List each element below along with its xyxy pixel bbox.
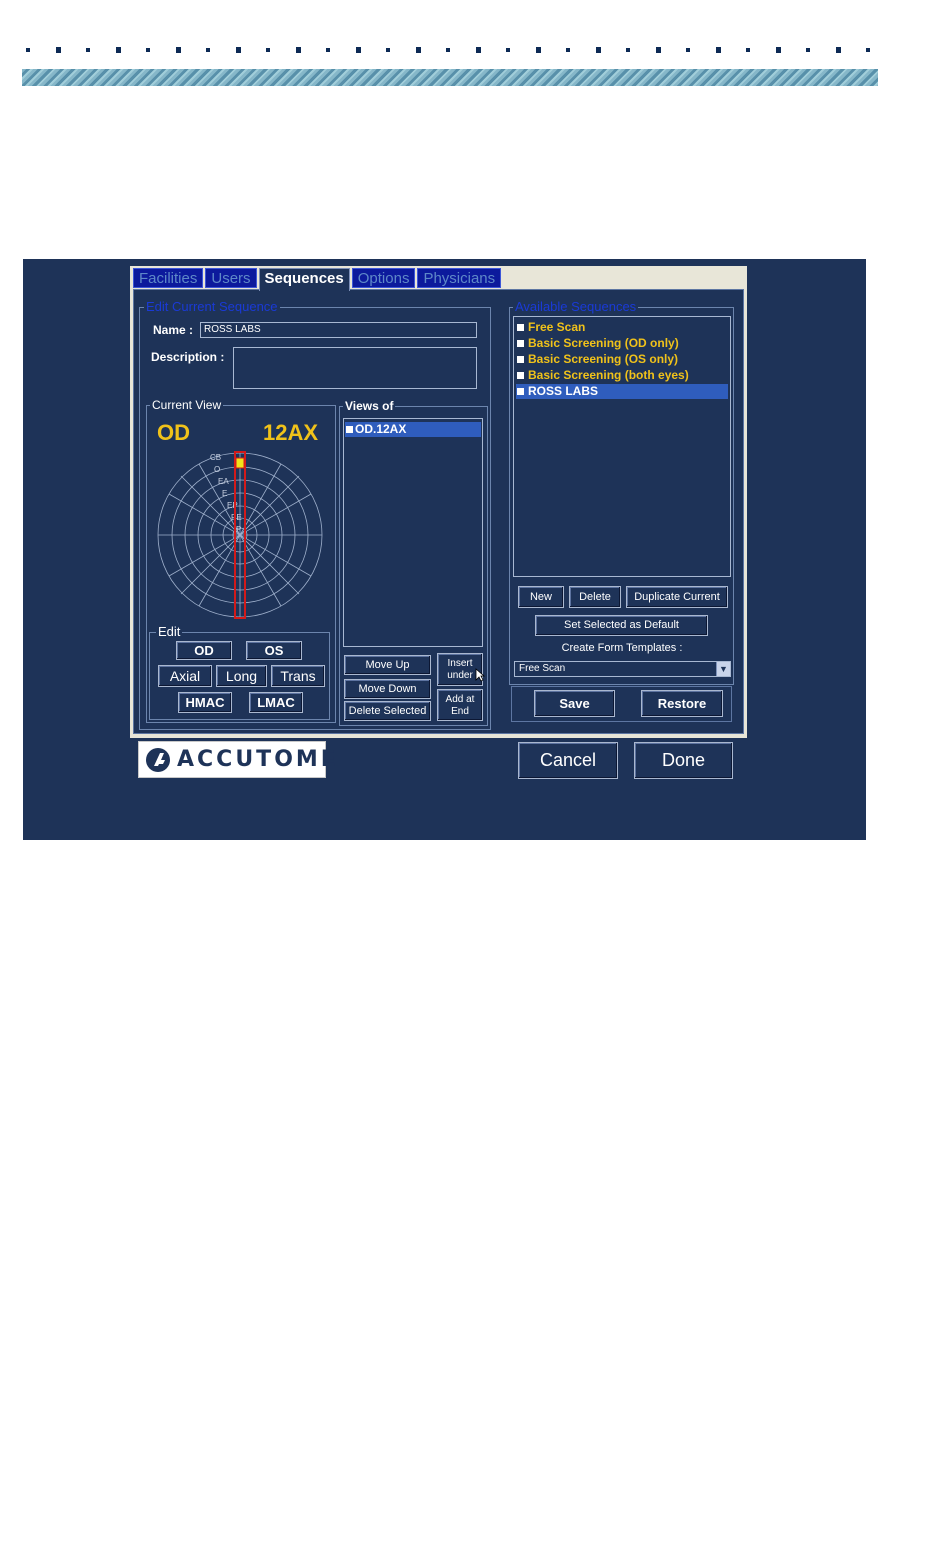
list-item[interactable]: Basic Screening (both eyes) (516, 368, 728, 383)
bullet-icon (517, 356, 524, 363)
create-templates-label: Create Form Templates : (561, 642, 683, 654)
available-sequences-legend: Available Sequences (515, 299, 637, 314)
lmac-button[interactable]: LMAC (249, 692, 303, 713)
template-select[interactable] (514, 661, 731, 677)
ring-label-cb: CB (210, 453, 222, 462)
description-label: Description : (151, 350, 225, 364)
list-item[interactable]: Basic Screening (OD only) (516, 336, 728, 351)
hmac-button[interactable]: HMAC (178, 692, 232, 713)
accutome-logo (138, 741, 339, 778)
tab-physicians[interactable]: Physicians (417, 268, 501, 288)
dotted-rule (22, 46, 878, 56)
move-down-button[interactable]: Move Down (344, 679, 431, 699)
ring-label-ep: EP (227, 501, 238, 510)
od-button[interactable]: OD (176, 641, 232, 660)
edit-sequence-legend: Edit Current Sequence (146, 299, 278, 314)
insert-under-button[interactable]: Insert under (437, 653, 483, 686)
add-at-end-button[interactable]: Add at End (437, 689, 483, 721)
edit-buttons-legend: Edit (158, 624, 181, 639)
list-item[interactable]: Free Scan (516, 320, 728, 335)
current-view-legend: Current View (152, 398, 222, 412)
long-button[interactable]: Long (216, 665, 267, 687)
checkbox-icon[interactable] (346, 426, 353, 433)
probe-marker (236, 458, 244, 468)
move-up-button[interactable]: Move Up (344, 655, 431, 675)
list-item[interactable]: ROSS LABS (516, 384, 728, 399)
tab-bar (133, 268, 503, 290)
list-item[interactable]: Basic Screening (OS only) (516, 352, 728, 367)
views-list[interactable] (343, 418, 483, 647)
delete-button[interactable]: Delete (569, 586, 621, 608)
trans-button[interactable]: Trans (271, 665, 325, 687)
eye-diagram[interactable] (152, 448, 328, 624)
description-input[interactable] (233, 347, 477, 389)
os-button[interactable]: OS (246, 641, 302, 660)
tab-facilities[interactable]: Facilities (133, 268, 203, 288)
logo-text: ACCUTOME (177, 747, 339, 772)
template-select-value: Free Scan (519, 663, 566, 674)
delete-selected-button[interactable]: Delete Selected (344, 701, 431, 721)
cursor-icon (475, 668, 485, 682)
ring-label-ea: EA (218, 477, 229, 486)
views-legend: Views of (345, 399, 394, 413)
bullet-icon (517, 372, 524, 379)
new-button[interactable]: New (518, 586, 564, 608)
name-input[interactable]: ROSS LABS (200, 322, 477, 338)
bullet-icon (517, 340, 524, 347)
save-button[interactable]: Save (534, 690, 615, 717)
list-item[interactable]: OD.12AX (345, 422, 481, 437)
done-button[interactable]: Done (634, 742, 733, 779)
logo-mark-icon (145, 747, 173, 773)
header-texture-band (22, 69, 878, 86)
cancel-button[interactable]: Cancel (518, 742, 618, 779)
ring-label-p: P (236, 525, 242, 534)
name-label: Name : (153, 323, 194, 337)
ring-label-pe: PE (231, 513, 242, 522)
eye-label: OD (157, 420, 190, 445)
bullet-icon (517, 388, 524, 395)
ring-label-e: E (222, 489, 228, 498)
checkbox-icon[interactable] (517, 324, 524, 331)
tab-options[interactable]: Options (352, 268, 416, 288)
tab-sequences[interactable]: Sequences (259, 268, 350, 291)
clock-position-label: 12AX (263, 420, 319, 445)
duplicate-current-button[interactable]: Duplicate Current (626, 586, 728, 608)
restore-button[interactable]: Restore (641, 690, 723, 717)
chevron-down-icon[interactable]: ▼ (716, 662, 730, 676)
set-default-button[interactable]: Set Selected as Default (535, 615, 708, 636)
tab-users[interactable]: Users (205, 268, 256, 288)
ring-label-o: O (214, 465, 221, 474)
axial-button[interactable]: Axial (158, 665, 212, 687)
sequences-list[interactable] (513, 316, 731, 577)
